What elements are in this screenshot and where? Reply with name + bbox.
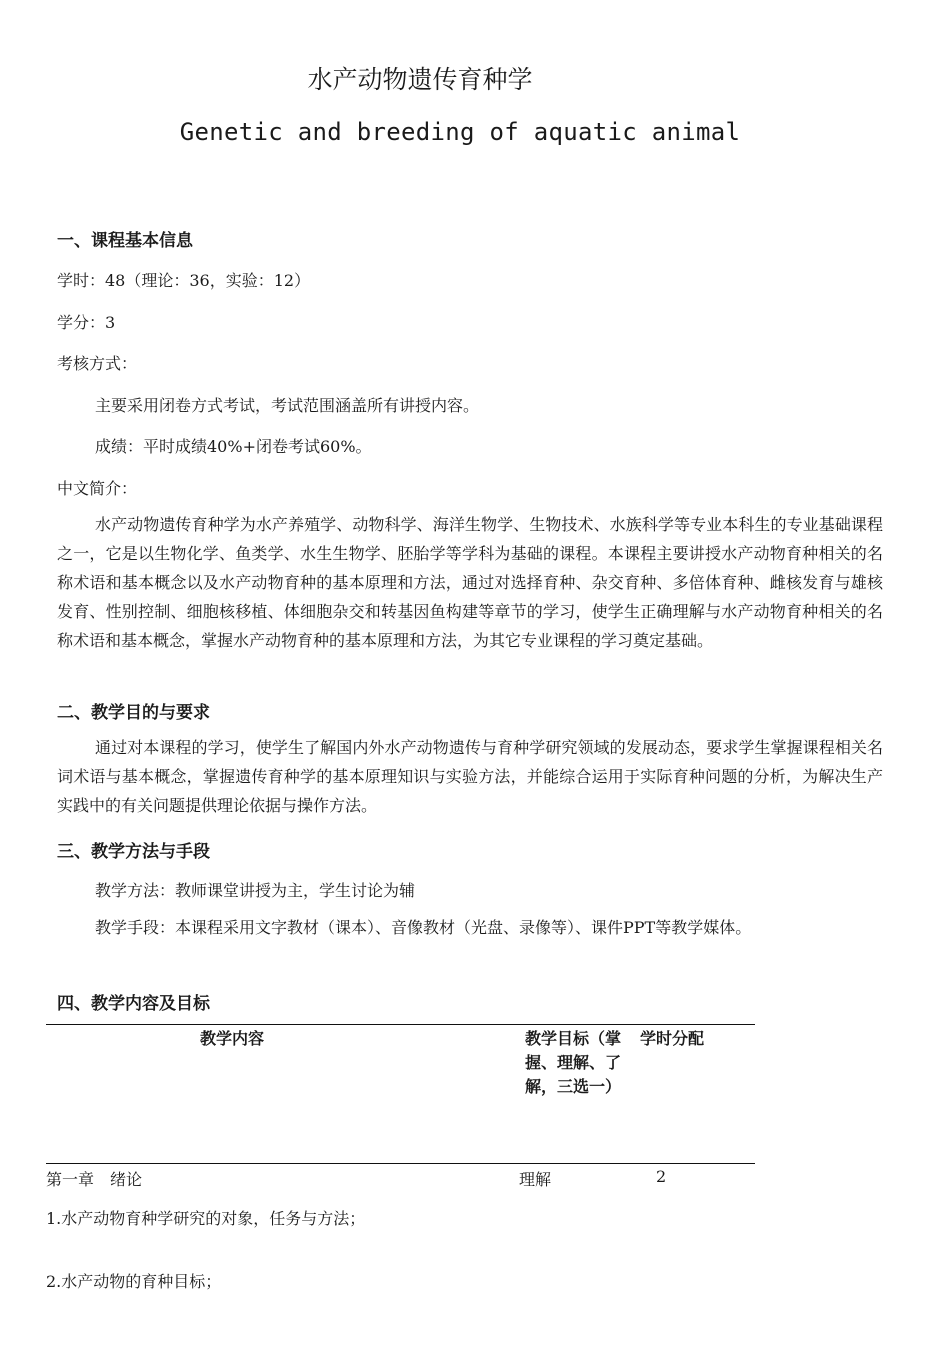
table-header-hours: 学时分配 — [640, 1029, 705, 1048]
section-heading-objectives: 二、教学目的与要求 — [57, 703, 210, 723]
teaching-method: 教学方法：教师课堂讲授为主，学生讨论为辅 — [95, 881, 416, 900]
document-title-english: Genetic and breeding of aquatic animal — [179, 118, 741, 146]
table-header-content: 教学内容 — [200, 1029, 265, 1048]
table-header-rule — [46, 1163, 755, 1164]
section-heading-basic-info: 一、课程基本信息 — [57, 231, 193, 251]
teaching-means: 教学手段：本课程采用文字教材（课本）、音像教材（光盘、录像等）、课件PPT等教学媒体。 — [95, 918, 752, 937]
document-title: 水产动物遗传育种学 — [307, 65, 533, 94]
table-row-hours: 2 — [656, 1167, 667, 1186]
intro-label: 中文简介： — [57, 479, 138, 498]
list-item: 1.水产动物育种学研究的对象，任务与方法； — [46, 1209, 366, 1228]
course-hours: 学时：48（理论：36，实验：12） — [57, 271, 311, 290]
assessment-grading: 成绩：平时成绩40%+闭卷考试60%。 — [95, 437, 372, 456]
table-top-rule — [46, 1024, 755, 1025]
assessment-method: 主要采用闭卷方式考试，考试范围涵盖所有讲授内容。 — [95, 396, 480, 415]
section-heading-content: 四、教学内容及目标 — [57, 994, 210, 1014]
course-credits: 学分：3 — [57, 313, 116, 332]
intro-paragraph: 水产动物遗传育种学为水产养殖学、动物科学、海洋生物学、生物技术、水族科学等专业本科生的专业基础课程之一，它是以生物化学、鱼类学、水生生物学、胚胎学等学科为基础的课程。本课程主要讲授水产动物育种相关的名称术语和基本概念以及水产动物育种的基本原理和方法，通过对选择育种、杂交育种、多倍体育种、雌核发育与雄核发育、性别控制、细胞核移植、体细胞杂交和转基因鱼构建等章节的学习，使学生正确理解与水产动物育种相关的名称术语和基本概念，掌握水产动物育种的基本原理和方法，为其它专业课程的学习奠定基础。 — [57, 515, 883, 650]
table-row-goal: 理解 — [519, 1170, 552, 1189]
list-item: 2.水产动物的育种目标； — [46, 1272, 222, 1291]
table-row-content: 第一章 绪论 — [46, 1170, 143, 1189]
assessment-label: 考核方式： — [57, 354, 138, 373]
table-header-goal: 教学目标（掌握、理解、了解，三选一） — [524, 1029, 621, 1096]
objectives-paragraph: 通过对本课程的学习，使学生了解国内外水产动物遗传与育种学研究领域的发展动态，要求学生掌握课程相关名词术语与基本概念，掌握遗传育种学的基本原理知识与实验方法，并能综合运用于实际育种问题的分析，为解决生产实践中的有关问题提供理论依据与操作方法。 — [57, 738, 883, 815]
section-heading-methods: 三、教学方法与手段 — [57, 842, 210, 862]
